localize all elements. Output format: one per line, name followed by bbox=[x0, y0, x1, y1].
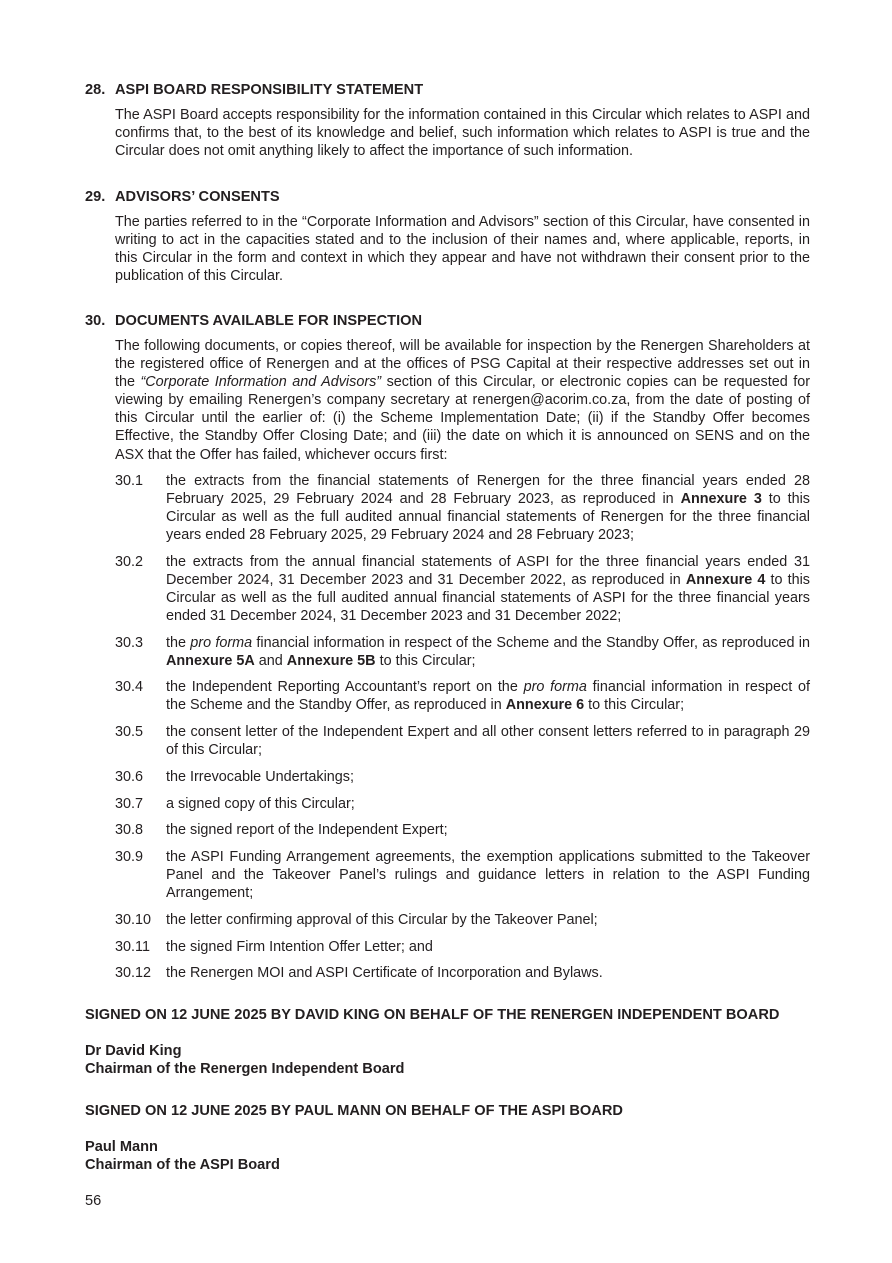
list-item bbox=[115, 472, 810, 544]
text-run: financial information in respect of the Scheme and the Standby Offer, as reproduced in bbox=[166, 679, 810, 714]
section-body: The ASPI Board accepts responsibility for the information contained in this Circular which relates to ASPI and confirms that, to the best of its knowledge and belief, such information which relates to ASPI is true and the Circular does not omit anything likely to affect the importance of such information. bbox=[115, 107, 810, 160]
list-item bbox=[115, 768, 810, 786]
list-item-text: the Irrevocable Undertakings; bbox=[166, 768, 354, 785]
body-italic-text: “Corporate Information and Advisors” bbox=[140, 374, 382, 391]
italic-term: pro forma bbox=[190, 634, 253, 651]
signing-statement: SIGNED ON 12 JUNE 2025 BY PAUL MANN ON BEHALF OF THE ASPI BOARD bbox=[85, 1103, 623, 1119]
list-item-text bbox=[166, 472, 810, 544]
list-item bbox=[115, 795, 810, 813]
signatory-block bbox=[85, 1042, 404, 1078]
list-item-number: 30.2 bbox=[115, 553, 144, 570]
list-item-text: the signed Firm Intention Offer Letter; and bbox=[166, 938, 433, 955]
section-number: 29. bbox=[85, 189, 106, 205]
annexure-reference: Annexure 3 bbox=[680, 490, 762, 507]
text-run: to this Circular; bbox=[375, 652, 476, 669]
list-item bbox=[115, 911, 810, 929]
text-run: the bbox=[166, 634, 191, 651]
signatory-block bbox=[85, 1138, 280, 1174]
list-item-number: 30.4 bbox=[115, 679, 144, 696]
list-item-number: 30.11 bbox=[115, 938, 150, 955]
list-item-text: the ASPI Funding Arrangement agreements, the exemption applications submitted to the Takeover Panel and the Takeover Panel’s rulings and guidance letters in relation to the ASPI Funding Arrangement; bbox=[166, 849, 810, 902]
list-item-text bbox=[166, 553, 810, 625]
section-title: ASPI BOARD RESPONSIBILITY STATEMENT bbox=[115, 82, 424, 98]
list-item bbox=[115, 964, 810, 982]
annexure-reference: Annexure 4 bbox=[685, 571, 766, 588]
annexure-reference: Annexure 5A bbox=[166, 652, 255, 669]
list-item bbox=[115, 848, 810, 902]
list-item-number: 30.3 bbox=[115, 634, 144, 651]
section-title: ADVISORS’ CONSENTS bbox=[115, 189, 280, 205]
list-item bbox=[115, 678, 810, 714]
list-item-text: the Renergen MOI and ASPI Certificate of Incorporation and Bylaws. bbox=[166, 965, 603, 982]
text-run: to this Circular as well as the full audited annual financial statements of Renergen for the three financial years ended 28 February 2025, 29 February 2024 and 28 February 2023; bbox=[166, 490, 810, 543]
italic-term: pro forma bbox=[523, 679, 587, 696]
section-body bbox=[115, 337, 810, 464]
list-item-number: 30.12 bbox=[115, 965, 152, 982]
page-number: 56 bbox=[85, 1193, 102, 1209]
body-text: The following documents, or copies thereof, will be available for inspection by the Renergen Shareholders at the registered office of Renergen and at the offices of PSG Capital at their respective addresses set out in the bbox=[115, 338, 810, 391]
list-item-text bbox=[166, 678, 810, 714]
text-run: to this Circular; bbox=[584, 697, 685, 714]
signatory-role: Chairman of the ASPI Board bbox=[85, 1157, 280, 1173]
list-item-number: 30.10 bbox=[115, 911, 152, 928]
section-heading bbox=[85, 81, 810, 99]
list-item-number: 30.7 bbox=[115, 795, 144, 812]
list-item-number: 30.8 bbox=[115, 822, 144, 839]
text-run: to this Circular as well as the full audited annual financial statements of ASPI for the three financial years ended 31 December 2024, 31 December 2023 and 31 December 2022; bbox=[166, 571, 810, 624]
text-run: financial information in respect of the Scheme and the Standby Offer, as reproduced in bbox=[252, 634, 810, 651]
section-28 bbox=[85, 81, 810, 160]
annexure-reference: Annexure 5B bbox=[286, 652, 376, 669]
body-text: section of this Circular, or electronic copies can be requested for viewing by emailing Renergen’s company secretary at renergen@acorim.co.za, from the date of posting of this Circular until the earlier of: (i) the Scheme Implementation Date; (ii) if the Standby Offer becomes Effective, the Standby Offer Closing Date; and (iii) the date on which it is announced on SENS and on the ASX that the Offer has failed, whichever occurs first: bbox=[115, 374, 810, 463]
section-number: 30. bbox=[85, 313, 106, 329]
section-heading bbox=[85, 312, 810, 330]
list-item-text: the signed report of the Independent Expert; bbox=[166, 822, 448, 839]
section-29 bbox=[85, 188, 810, 285]
list-item-number: 30.1 bbox=[115, 472, 144, 489]
section-body: The parties referred to in the “Corporate Information and Advisors” section of this Circular, have consented in writing to act in the capacities stated and to the inclusion of their names and, where applicable, reports, in this Circular in the form and context in which they appear and have not withdrawn their consent prior to the publication of this Circular. bbox=[115, 214, 810, 285]
text-run: the extracts from the annual financial statements of ASPI for the three financial years ended 31 December 2024, 31 December 2023 and 31 December 2022, as reproduced in bbox=[166, 553, 810, 588]
section-heading bbox=[85, 188, 810, 206]
section-title: DOCUMENTS AVAILABLE FOR INSPECTION bbox=[115, 313, 423, 329]
list-item-text: a signed copy of this Circular; bbox=[166, 795, 355, 812]
list-item-text bbox=[166, 634, 810, 670]
list-item bbox=[115, 553, 810, 625]
signatory-name: Paul Mann bbox=[85, 1139, 158, 1155]
text-run: the extracts from the financial statements of Renergen for the three financial years ended 28 February 2025, 29 February 2024 and 28 February 2023, as reproduced in bbox=[166, 472, 810, 507]
text-run: and bbox=[254, 652, 287, 669]
list-item-number: 30.6 bbox=[115, 768, 144, 785]
annexure-reference: Annexure 6 bbox=[505, 697, 585, 714]
section-number: 28. bbox=[85, 82, 106, 98]
list-item-text: the consent letter of the Independent Expert and all other consent letters referred to in paragraph 29 of this Circular; bbox=[166, 724, 810, 759]
list-item-text: the letter confirming approval of this Circular by the Takeover Panel; bbox=[166, 911, 598, 928]
list-item-number: 30.5 bbox=[115, 724, 144, 741]
section-30 bbox=[85, 312, 810, 991]
signatory-name: Dr David King bbox=[85, 1043, 182, 1059]
list-item-number: 30.9 bbox=[115, 849, 144, 865]
list-item bbox=[115, 821, 810, 839]
text-run: the Independent Reporting Accountant’s report on the bbox=[166, 679, 524, 696]
signing-statement: SIGNED ON 12 JUNE 2025 BY DAVID KING ON BEHALF OF THE RENERGEN INDEPENDENT BOARD bbox=[85, 1007, 780, 1023]
signatory-role: Chairman of the Renergen Independent Board bbox=[85, 1061, 405, 1077]
document-list bbox=[115, 472, 810, 983]
list-item bbox=[115, 634, 810, 670]
list-item bbox=[115, 938, 810, 956]
list-item bbox=[115, 723, 810, 759]
